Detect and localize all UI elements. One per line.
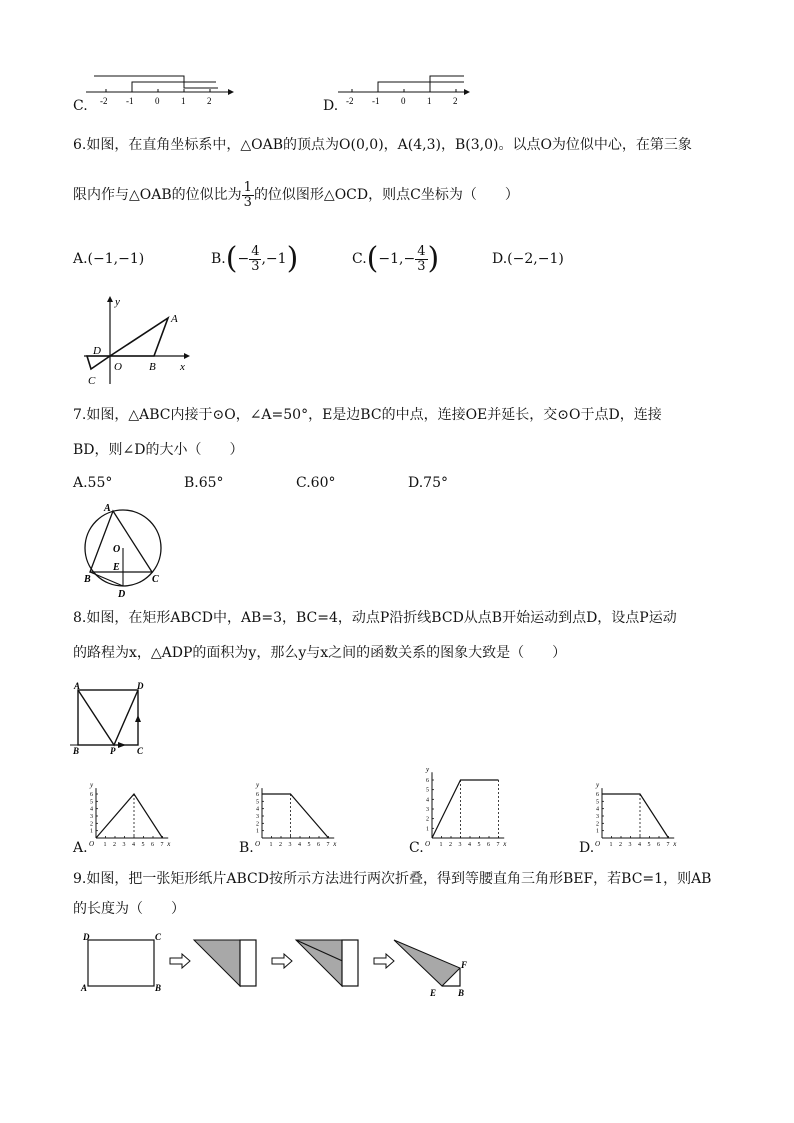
y-tick: 2 — [90, 821, 93, 828]
svg-text:C: C — [88, 375, 96, 387]
x-tick: 5 — [647, 842, 651, 848]
svg-text:0: 0 — [401, 96, 406, 106]
x-axis-label: x — [167, 840, 171, 848]
svg-text:E: E — [113, 562, 120, 573]
svg-text:A: A — [81, 983, 88, 993]
q6-question-line1: 6.如图，在直角坐标系中，△OAB的顶点为O(0,0)，A(4,3)，B(3,0)。以点O为位似中心，在第三象 — [73, 137, 692, 153]
fold-arrow-3 — [374, 954, 394, 968]
q7-circle-figure — [80, 500, 170, 600]
q7-question-line1: 7.如图，△ABC内接于⊙O，∠A=50°，E是边BC的中点，连接OE并延长，交⊙O于点D，连接 — [73, 407, 662, 423]
svg-text:A: A — [74, 681, 81, 691]
x-tick: 4 — [132, 842, 135, 848]
q5-option-c-label: C. — [73, 98, 88, 114]
y-tick: 1 — [90, 828, 93, 835]
svg-text:A: A — [104, 503, 111, 514]
svg-text:C: C — [152, 574, 159, 585]
y-tick: 5 — [90, 799, 93, 806]
q7-option-d[interactable]: D.75° — [408, 475, 448, 491]
q8-option-c-label[interactable]: C. — [409, 840, 424, 856]
x-tick: 5 — [477, 842, 481, 848]
x-tick: 2 — [619, 842, 622, 848]
q6-option-d[interactable]: D.(−2,−1) — [492, 251, 564, 267]
q8-question-line1: 8.如图，在矩形ABCD中，AB=3，BC=4，动点P沿折线BCD从点B开始运动到点D，设点P运动 — [73, 610, 677, 626]
q9-question-line1: 9.如图，把一张矩形纸片ABCD按所示方法进行两次折叠，得到等腰直角三角形BEF，若BC=1，则AB — [73, 871, 712, 887]
q8-option-a-label[interactable]: A. — [73, 840, 88, 856]
y-axis-label: y — [90, 781, 94, 790]
x-tick: 1 — [103, 842, 107, 848]
x-tick: 6 — [487, 842, 490, 848]
svg-text:B: B — [155, 983, 162, 993]
y-tick: 2 — [256, 821, 259, 828]
x-axis-label: x — [333, 840, 337, 848]
q6-coordinate-figure — [84, 294, 194, 388]
x-tick: 7 — [326, 842, 330, 848]
origin-label: O — [255, 840, 261, 848]
x-tick: 6 — [657, 842, 660, 848]
svg-text:F: F — [461, 960, 468, 970]
q5-option-d-label: D. — [323, 98, 339, 114]
x-tick: 4 — [298, 842, 301, 848]
q7-option-b[interactable]: B.65° — [184, 475, 224, 491]
q6-option-b[interactable]: B. ( − $\frac{4}{3}$ ,−1 ) — [211, 241, 299, 276]
svg-text:D: D — [93, 345, 101, 357]
q7-option-a[interactable]: A.55° — [73, 475, 113, 491]
svg-text:D: D — [83, 932, 90, 942]
y-axis-label: y — [426, 766, 430, 774]
q8-graph-b — [250, 780, 342, 850]
x-tick: 3 — [628, 842, 632, 848]
q7-question-line2: BD，则∠D的大小（ ） — [73, 442, 244, 458]
y-tick: 6 — [90, 792, 93, 798]
origin-label: O — [595, 840, 601, 848]
y-tick: 3 — [90, 814, 93, 820]
svg-text:-1: -1 — [372, 96, 380, 106]
y-tick: 4 — [90, 806, 93, 813]
q8-graph-a — [84, 780, 176, 850]
x-tick: 1 — [439, 842, 443, 848]
q6-option-c[interactable]: C. ( −1,− $\frac{4}{3}$ ) — [352, 241, 440, 276]
q8-option-d-label[interactable]: D. — [579, 840, 595, 856]
q8-question-line2: 的路程为x，△ADP的面积为y，那么y与x之间的函数关系的图象大致是（ ） — [73, 645, 567, 661]
q8-graph-d — [590, 780, 682, 850]
x-tick: 2 — [113, 842, 116, 848]
graph-curve — [432, 780, 499, 838]
x-tick: 5 — [307, 842, 311, 848]
q8-graph-c — [420, 766, 512, 850]
q5-number-line-d — [338, 70, 473, 110]
x-tick: 6 — [317, 842, 320, 848]
q9-folding-figure — [78, 928, 478, 1000]
y-tick: 3 — [596, 814, 599, 820]
svg-text:O: O — [114, 361, 122, 373]
svg-text:-2: -2 — [346, 96, 354, 106]
y-tick: 4 — [256, 806, 259, 813]
svg-text:P: P — [110, 746, 116, 755]
q7-option-c[interactable]: C.60° — [296, 475, 336, 491]
origin-label: O — [425, 840, 431, 848]
y-tick: 3 — [426, 807, 429, 813]
y-tick: 6 — [596, 792, 599, 798]
fold-arrow-1 — [170, 954, 190, 968]
svg-text:C: C — [155, 932, 162, 942]
q5c-tick-1: 1 — [181, 96, 186, 106]
x-tick: 3 — [122, 842, 126, 848]
x-tick: 3 — [288, 842, 292, 848]
q6-question-line2: 限内作与△OAB的位似比为 $\frac{1}{3}$ 的位似图形△OCD，则点C坐标为（ ） — [73, 179, 519, 210]
svg-text:C: C — [137, 746, 144, 755]
y-tick: 3 — [256, 814, 259, 820]
svg-text:x: x — [180, 361, 185, 373]
svg-text:E: E — [430, 988, 437, 998]
y-tick: 5 — [596, 799, 599, 806]
y-tick: 1 — [596, 828, 599, 835]
x-tick: 2 — [449, 842, 452, 848]
fold-arrow-2 — [272, 954, 292, 968]
x-tick: 3 — [458, 842, 462, 848]
graph-curve — [602, 794, 669, 838]
x-tick: 1 — [269, 842, 273, 848]
y-tick: 5 — [256, 799, 259, 806]
q8-rectangle-figure — [70, 680, 155, 755]
x-tick: 4 — [638, 842, 641, 848]
svg-text:B: B — [73, 746, 80, 755]
x-axis-label: x — [673, 840, 677, 848]
y-tick: 4 — [426, 797, 429, 804]
y-tick: 1 — [426, 826, 429, 833]
y-tick: 4 — [596, 806, 599, 813]
q9-question-line2: 的长度为（ ） — [73, 901, 185, 917]
y-tick: 2 — [426, 816, 429, 823]
y-tick: 6 — [256, 792, 259, 798]
y-axis-label: y — [256, 781, 260, 790]
q5c-tick-m1: -1 — [126, 96, 134, 106]
svg-text:D: D — [137, 681, 144, 691]
svg-text:2: 2 — [453, 96, 458, 106]
x-tick: 2 — [279, 842, 282, 848]
svg-text:B: B — [84, 574, 91, 585]
q5c-tick-m2: -2 — [100, 96, 108, 106]
svg-text:A: A — [171, 313, 178, 325]
svg-text:B: B — [149, 361, 156, 373]
graph-curve — [96, 794, 163, 838]
q5-number-line-c — [86, 70, 236, 110]
q6-ratio-fraction: $\frac{1}{3}$ — [243, 179, 252, 210]
x-tick: 7 — [666, 842, 670, 848]
x-tick: 7 — [496, 842, 500, 848]
q5c-tick-0: 0 — [155, 96, 160, 106]
y-axis-label: y — [596, 781, 600, 790]
x-tick: 7 — [160, 842, 164, 848]
svg-text:1: 1 — [427, 96, 432, 106]
svg-text:D: D — [118, 589, 126, 600]
q8-option-b-label[interactable]: B. — [239, 840, 254, 856]
y-tick: 5 — [426, 787, 429, 794]
x-tick: 4 — [468, 842, 471, 848]
svg-text:O: O — [113, 544, 121, 555]
x-tick: 1 — [609, 842, 613, 848]
x-tick: 5 — [141, 842, 145, 848]
y-tick: 2 — [596, 821, 599, 828]
graph-curve — [262, 794, 329, 838]
svg-text:B: B — [458, 988, 465, 998]
y-tick: 6 — [426, 778, 429, 784]
q6-option-a[interactable]: A.(−1,−1) — [73, 251, 145, 267]
x-axis-label: x — [503, 840, 507, 848]
origin-label: O — [89, 840, 95, 848]
y-tick: 1 — [256, 828, 259, 835]
q5c-tick-2: 2 — [207, 96, 212, 106]
x-tick: 6 — [151, 842, 154, 848]
svg-text:y: y — [115, 296, 120, 308]
